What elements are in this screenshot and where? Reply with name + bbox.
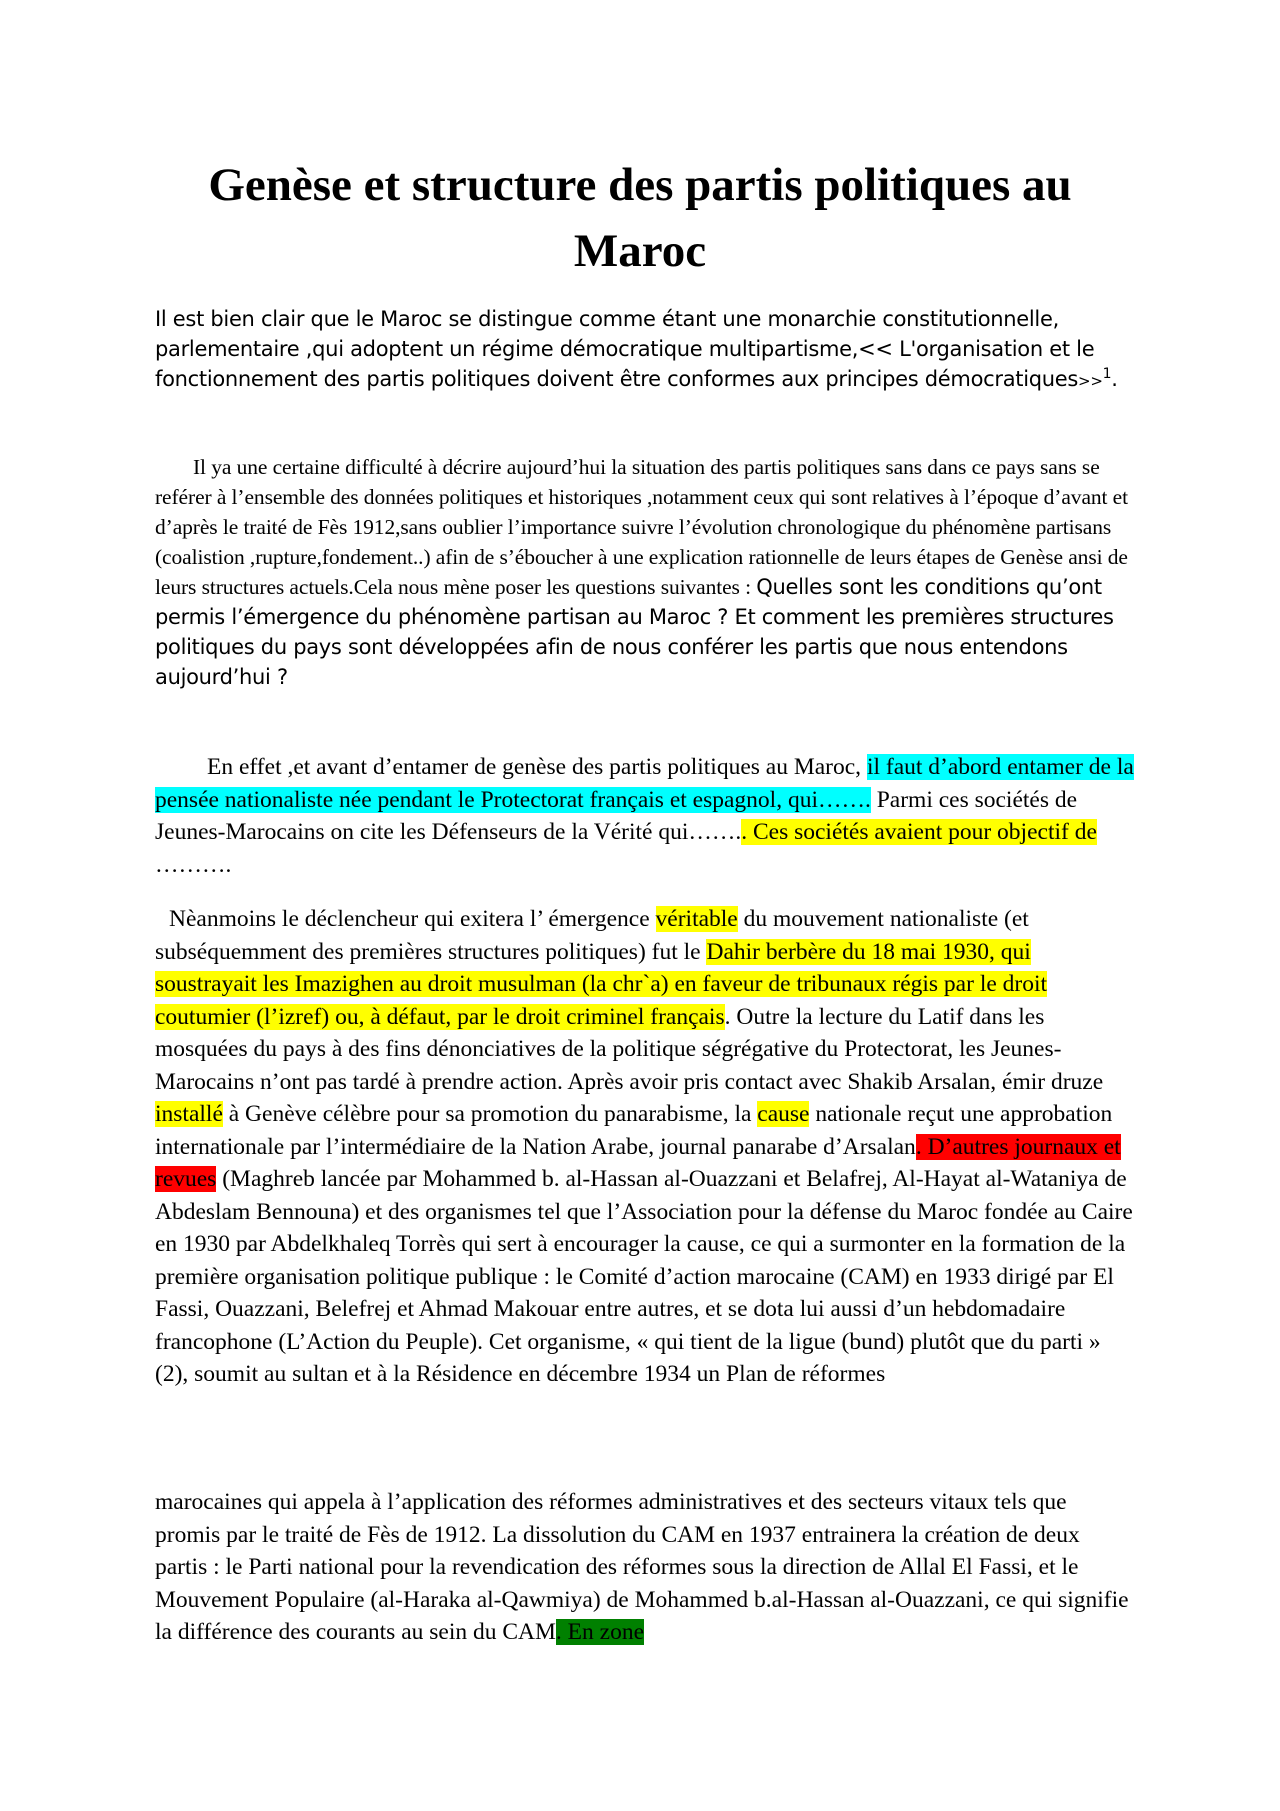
context-paragraph <box>155 452 1135 692</box>
cam-paragraph <box>155 1486 1135 1649</box>
nationalism-text-3: ………. <box>155 851 232 878</box>
highlight-green-zone: . En zone <box>555 1619 644 1645</box>
dahir-paragraph <box>155 903 1135 1391</box>
nationalism-text-1: En effet ,et avant d’entamer de genèse des partis politiques au Maroc, <box>207 754 867 780</box>
highlight-cyan-1: il faut d’abord entamer de la pensée nationaliste née pendant le Protectorat français et espagnol, qui……. <box>155 754 1134 813</box>
highlight-dahir-berbere: Dahir berbère du 18 mai 1930, qui soustrayait les Imazighen au droit musulman (la chr`a) en faveur de tribunaux régis par le droit coutumier (l’izref) ou, à défaut, par le droit criminel français <box>155 938 1048 1030</box>
dahir-text-1: Nèanmoins le déclencheur qui exitera l’ émergence <box>169 906 656 932</box>
dahir-text-6: (Maghreb lancée par Mohammed b. al-Hassan al-Ouazzani et Belafrej, Al-Hayat al-Wataniya de Abdeslam Bennouna) et des organismes tel que l’Association pour la défense du Maroc fondée au Caire en 1930 par Abdelkhaleq Torrès qui sert à encourager la cause, ce qui a surmonter en la formation de la première organisation politique publique : le Comité d’action marocaine (CAM) en 1933 dirigé par El Fassi, Ouazzani, Belefrej et Ahmad Makouar entre autres, et se dota lui aussi d’un hebdomadaire francophone (L’Action du Peuple). Cet organisme, « qui tient de la ligue (bund) plutôt que du parti » (2), soumit au sultan et à la Résidence en décembre 1934 un Plan de réformes <box>155 1166 1133 1387</box>
dahir-text-4: à Genève célèbre pour sa promotion du panarabisme, la <box>222 1101 758 1127</box>
dahir-text-3: . Outre la lecture du Latif dans les mosquées du pays à des fins dénonciatives de la politique ségrégative du Protectorat, les Jeunes-Marocains n’ont pas tardé à prendre action. Après avoir pris contact avec Shakib Arsalan, émir druze <box>155 1003 1104 1095</box>
highlight-cause: cause <box>757 1101 810 1127</box>
context-text: Il ya une certaine difficulté à décrire aujourd’hui la situation des partis politiques sans dans ce pays sans se reférer à l’ensemble des données politiques et historiques ,notamment ceux qui sont relatives à l’époque d’avant et d’après le traité de Fès 1912,sans oublier l’importance suivre l’évolution chronologique du phénomène partisans (coalistion ,rupture,fondement..) afin de s’éboucher à une explication rationnelle de leurs étapes de Genèse ansi de leurs structures actuels.Cela nous mène poser les questions suivantes : <box>155 455 1128 599</box>
dahir-text-2: du mouvement nationaliste (et subséquemment des premières structures politiques) fut le <box>155 906 1029 965</box>
dahir-text-5: nationale reçut une approbation internationale par l’intermédiaire de la Nation Arabe, journal panarabe d’Arsalan <box>155 1101 1113 1160</box>
footnote-marker[interactable]: 1 <box>1102 366 1112 382</box>
research-questions: Quelles sont les conditions qu’ont permis l’émergence du phénomène partisan au Maroc ? Et comment les premières structures politiques du pays sont développées afin de nous conférer les partis que nous entendons aujourd’hui ? <box>155 575 1114 689</box>
intro-paragraph <box>155 304 1135 396</box>
cam-text: marocaines qui appela à l’application des réformes administratives et des secteurs vitaux tels que promis par le traité de Fès de 1912. La dissolution du CAM en 1937 entrainera la création de deux partis : le Parti national pour la revendication des réformes sous la direction de Allal El Fassi, et le Mouvement Populaire (al-Haraka al-Qawmiya) de Mohammed b.al-Hassan al-Ouazzani, ce qui signifie la différence des courants au sein du CAM <box>155 1489 1129 1645</box>
highlight-yellow-1: . Ces sociétés avaient pour objectif de <box>741 819 1097 845</box>
intro-end: . <box>1111 367 1118 391</box>
intro-text: Il est bien clair que le Maroc se distingue comme étant une monarchie constitutionnelle, parlementaire ,qui adoptent un régime démocratique multipartisme,<< L'organisation et le fonctionnement des partis politiques doivent être conformes aux principes démocratiques <box>155 307 1095 391</box>
highlight-veritable: véritable <box>655 906 738 932</box>
highlight-installe: installé <box>155 1101 223 1127</box>
highlight-red-journaux: . D’autres journaux et revues <box>155 1133 1121 1192</box>
nationalism-paragraph <box>155 751 1135 881</box>
document-title: Genèse et structure des partis politiques au Maroc <box>208 159 1072 277</box>
intro-closing-quote: >> <box>1078 372 1103 390</box>
nationalism-text-2: Parmi ces sociétés de Jeunes-Marocains on cite les Défenseurs de la Vérité qui……. <box>155 786 1078 845</box>
